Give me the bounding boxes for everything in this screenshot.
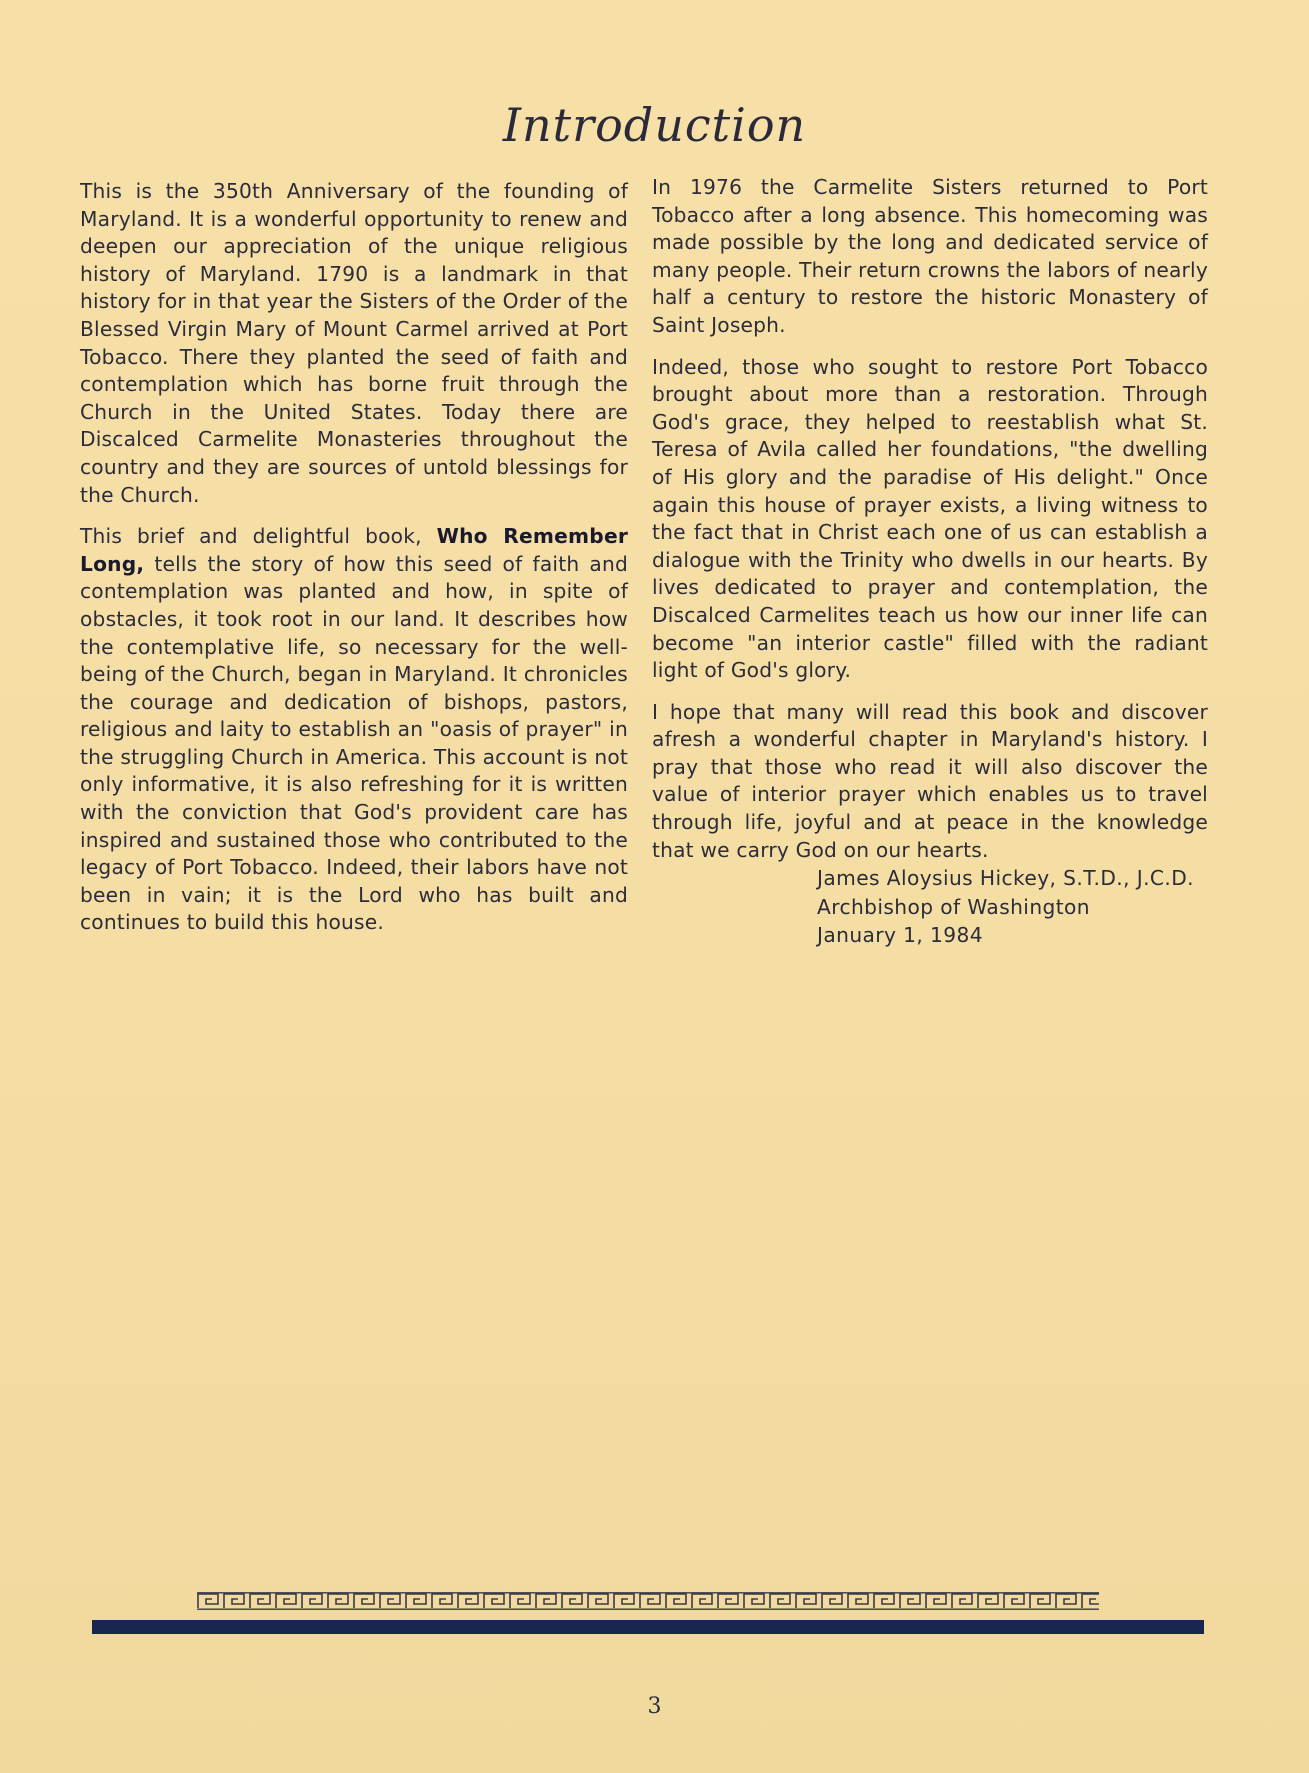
paragraph: I hope that many will read this book and discover afresh a wonderful chapter in Maryland's history. I pray that those who read it will also discover the value of interior prayer which enables us to travel through life, joyful and at peace in the knowledge that we carry God on our hearts. bbox=[652, 699, 1208, 862]
paragraph bbox=[80, 523, 628, 937]
signature-position: Archbishop of Washington bbox=[817, 894, 1090, 919]
greek-key-border bbox=[197, 1592, 1099, 1610]
paragraph-text: This brief and delightful book, bbox=[80, 524, 437, 549]
horizontal-rule bbox=[92, 1620, 1204, 1634]
paragraph-text: tells the story of how this seed of faith and contemplation was planted and how, in spite of obstacles, it took root in our land. It describes how the contemplative life, so necessary for the well-being of the Church, began in Maryland. It chronicles the courage and dedication of bishops, pastors, religious and laity to establish an "oasis of prayer" in the struggling Church in America. This account is not only informative, it is also refreshing for it is written with the conviction that God's provident care has inspired and sustained those who contributed to the legacy of Port Tobacco. Indeed, their labors have not been in vain; it is the Lord who has built and continues to build this house. bbox=[80, 551, 628, 935]
left-column bbox=[80, 178, 628, 951]
page-number: 3 bbox=[647, 1694, 662, 1719]
signature-date: January 1, 1984 bbox=[817, 923, 984, 947]
book-title: Who Remember Long, bbox=[80, 524, 628, 576]
right-column bbox=[652, 174, 1208, 878]
paragraph: Indeed, those who sought to restore Port Tobacco brought about more than a restoration. Through God's grace, they helped to reestablish what St. Teresa of Avila called her foundations, "the dwelling of His glory and the paradise of His delight." Once again this house of prayer exists, a living witness to the fact that in Christ each one of us can establish a dialogue with the Trinity who dwells in our hearts. By lives dedicated to prayer and contemplation, the Discalced Carmelites teach us how our inner life can become "an interior castle" filled with the radiant light of God's glory. bbox=[652, 354, 1208, 683]
paragraph: In 1976 the Carmelite Sisters returned to Port Tobacco after a long absence. This homecoming was made possible by the long and dedicated service of many people. Their return crowns the labors of nearly half a century to restore the historic Monastery of Saint Joseph. bbox=[652, 175, 1208, 337]
paragraph: This is the 350th Anniversary of the founding of Maryland. It is a wonderful opportunity to renew and deepen our appreciation of the unique religious history of Maryland. 1790 is a landmark in that history for in that year the Sisters of the Order of the Blessed Virgin Mary of Mount Carmel arrived at Port Tobacco. There they planted the seed of faith and contemplation which has borne fruit through the Church in the United States. Today there are Discalced Carmelite Monasteries throughout the country and they are sources of untold blessings for the Church. bbox=[80, 179, 628, 507]
signature-name: James Aloysius Hickey, S.T.D., J.C.D. bbox=[817, 866, 1194, 890]
signature-block bbox=[817, 864, 1194, 950]
page-title: Introduction bbox=[502, 98, 807, 152]
